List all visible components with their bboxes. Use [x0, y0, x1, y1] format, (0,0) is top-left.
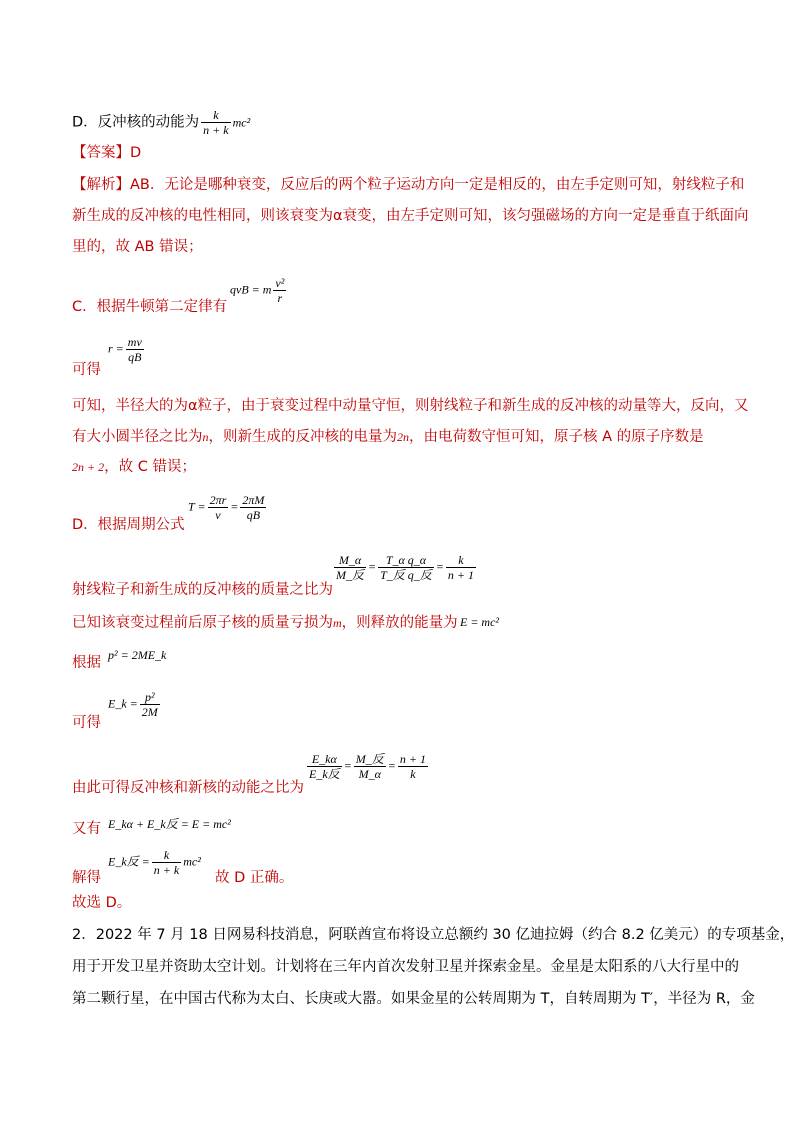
- final-equation: [108, 848, 201, 877]
- fraction-numerator: T_α q_α: [385, 553, 427, 567]
- analysis-line-4: 可知，半径大的为α粒子，由于衰变过程中动量守恒，则射线粒子和新生成的反冲核的动量等大，反向，又: [72, 398, 749, 414]
- newton-law-text: C．根据牛顿第二定律有: [72, 299, 228, 315]
- fraction-denominator: n + k: [203, 123, 229, 137]
- analysis-line-3: 里的，故 AB 错误；: [72, 239, 203, 255]
- fraction-denominator: M_α: [354, 766, 386, 781]
- youyou-label: 又有: [72, 821, 101, 837]
- energy-equation: E = mc²: [460, 615, 500, 629]
- period-equation: [188, 493, 268, 522]
- eq-tail: mc²: [183, 854, 201, 869]
- text-segment: ，由电荷数守恒可知，原子核 A 的原子序数是: [409, 429, 704, 445]
- fraction-numerator: M_反: [355, 752, 384, 766]
- newton-equation: [230, 276, 288, 305]
- period-formula-text: D．根据周期公式: [72, 517, 185, 533]
- final-conclusion: 故 D 正确。: [215, 870, 294, 886]
- eq-fraction: [273, 276, 286, 305]
- fraction-numerator: 2πr: [209, 493, 227, 507]
- fraction-denominator: qB: [126, 349, 144, 364]
- math-m: m: [333, 616, 342, 630]
- kede-label-1: 可得: [72, 362, 101, 378]
- answer-value: D: [130, 145, 142, 161]
- fraction-denominator: E_k反: [309, 767, 340, 781]
- eq-fraction: [152, 848, 181, 877]
- fraction-denominator: T_反 q_反: [380, 568, 432, 582]
- eq-fraction: [354, 752, 386, 781]
- fraction-denominator: 2M: [141, 705, 158, 719]
- fraction-numerator: v²: [275, 276, 285, 290]
- option-d: [72, 108, 250, 137]
- eq-left: E_k =: [108, 696, 138, 711]
- text-segment: ，则释放的能量为: [341, 615, 458, 631]
- momentum-equation: p² = 2ME_k: [108, 648, 167, 662]
- kede-label-2: 可得: [72, 715, 101, 731]
- eq-fraction: [140, 690, 160, 719]
- jiede-label: 解得: [72, 870, 101, 886]
- genju-label: 根据: [72, 655, 101, 671]
- fraction-numerator: M_α: [338, 553, 362, 567]
- math-2n: 2n: [397, 430, 409, 444]
- ek-ratio-text: 由此可得反冲核和新核的动能之比为: [72, 780, 304, 796]
- fraction-numerator: p²: [144, 690, 155, 704]
- fraction-numerator: mv: [127, 335, 142, 349]
- choose-line: 故选 D。: [72, 895, 132, 911]
- fraction-denominator: M_反: [336, 568, 364, 582]
- fraction-denominator: v: [208, 507, 229, 522]
- radius-equation: [108, 335, 146, 364]
- kinetic-energy-equation: [108, 690, 162, 719]
- option-d-label: D．反冲核的动能为: [72, 114, 200, 131]
- question-2-line-3: 第二颗行星，在中国古代称为太白、长庚或大嚣。如果金星的公转周期为 T，自转周期为 T′，半径为 R，金: [72, 991, 755, 1007]
- eq-fraction: [240, 493, 266, 522]
- mass-ratio-equation: $\frac{M\_\alpha}{\text{M\_反}}$ = $\frac{\text{T\_α q\_α}}{\text{T\_反 q\_反}}$ = $\frac{k}{n + 1}$: [336, 553, 475, 582]
- option-d-tail: mc²: [232, 115, 251, 130]
- eq-left: E_k反 =: [108, 854, 150, 869]
- mass-ratio-text: 射线粒子和新生成的反冲核的质量之比为: [72, 582, 333, 598]
- analysis-text: AB．无论是哪种衰变，反应后的两个粒子运动方向一定是相反的，由左手定则可知，射线粒子和: [130, 177, 745, 193]
- eq-fraction: [378, 553, 434, 582]
- eq-fraction: [446, 553, 476, 582]
- eq-left: qvB = m: [230, 282, 272, 297]
- eq-fraction: [208, 493, 229, 522]
- eq-left: T =: [188, 499, 206, 514]
- eq-fraction: [126, 335, 144, 364]
- fraction-numerator: n + 1: [399, 752, 426, 766]
- math-n: n: [202, 430, 209, 444]
- fraction-denominator: n + k: [153, 863, 180, 877]
- fraction-denominator: k: [398, 766, 428, 781]
- option-d-fraction: [201, 108, 230, 137]
- eq-fraction: [398, 752, 428, 781]
- answer-bracket: 【答案】: [72, 145, 130, 161]
- analysis-line-2: 新生成的反冲核的电性相同，则该衰变为α衰变，由左手定则可知，该匀强磁场的方向一定是垂直于纸面向: [72, 208, 749, 224]
- text-segment: ，则新生成的反冲核的电量为: [208, 429, 397, 445]
- eq-sign: =: [230, 499, 239, 514]
- fraction-numerator: k: [213, 108, 219, 122]
- question-2-line-1: 2．2022 年 7 月 18 日网易科技消息，阿联酋宣布将设立总额约 30 亿迪拉姆（约合 8.2 亿美元）的专项基金，: [72, 927, 794, 943]
- fraction-numerator: E_kα: [311, 752, 337, 766]
- fraction-numerator: k: [458, 553, 464, 567]
- answer-line: [72, 143, 141, 163]
- analysis-line-5: [72, 427, 704, 447]
- fraction-numerator: k: [163, 848, 170, 862]
- text-segment: ，故 C 错误；: [104, 459, 196, 475]
- fraction-denominator: r: [273, 290, 286, 305]
- analysis-line-1: [72, 175, 744, 195]
- energy-sum-equation: E_kα + E_k反 = E = mc²: [108, 817, 231, 831]
- mass-deficit-text: [72, 613, 458, 633]
- question-2-line-2: 用于开发卫星并资助太空计划。计划将在三年内首次发射卫星并探索金星。金星是太阳系的八大行星中的: [72, 959, 739, 975]
- fraction-numerator: 2πM: [242, 493, 265, 507]
- eq-fraction: [307, 752, 342, 781]
- fraction-denominator: n + 1: [447, 568, 475, 582]
- eq-left: r =: [108, 341, 124, 356]
- text-segment: 已知该衰变过程前后原子核的质量亏损为: [72, 615, 333, 631]
- eq-fraction: [334, 553, 366, 582]
- math-2n-plus-2: 2n + 2: [72, 460, 105, 474]
- analysis-bracket: 【解析】: [72, 177, 130, 193]
- text-segment: 有大小圆半径之比为: [72, 429, 203, 445]
- analysis-line-6: [72, 457, 196, 477]
- fraction-denominator: qB: [240, 507, 266, 522]
- ek-ratio-equation: $\frac{E\_k\alpha}{\text{E\_k反}}$ = $\frac{\text{M\_反}}{M\_\alpha}$ = $\frac{n + 1}{k}$: [309, 752, 426, 781]
